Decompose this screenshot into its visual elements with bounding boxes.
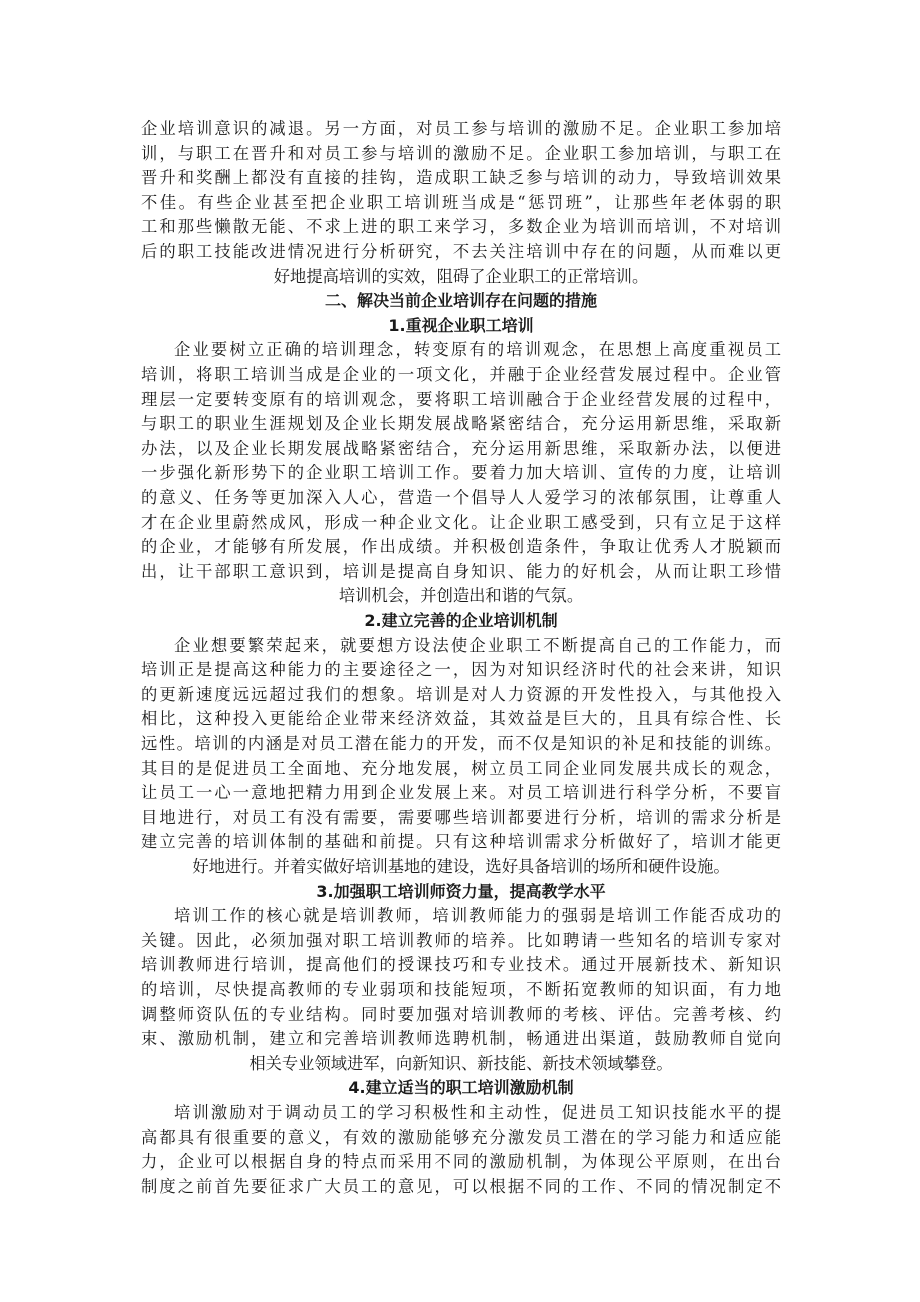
text-line: 培训机会，并创造出和谐的气氛。	[338, 586, 584, 606]
text-line: 与职工的职业生涯规划及企业长期发展战略紧密结合，充分运用新思维，采取新	[141, 414, 781, 434]
subsection-heading: 4.建立适当的职工培训激励机制	[348, 1078, 574, 1098]
text-line: 培训教师进行培训，提高他们的授课技巧和专业技术。通过开展新技术、新知识	[141, 955, 781, 975]
text-line: 不佳。有些企业甚至把企业职工培训班当成是“惩罚班”，让那些年老体弱的职	[141, 192, 781, 212]
text-line: 让员工一心一意地把精力用到企业发展上来。对员工培训进行科学分析，不要盲	[141, 783, 781, 803]
text-line: 工和那些懒散无能、不求上进的职工来学习，多数企业为培训而培训，不对培训	[141, 217, 781, 237]
text-line: 建立完善的培训体制的基础和前提。只有这种培训需求分析做好了，培训才能更	[141, 832, 781, 852]
text-line: 目地进行，对员工有没有需要，需要哪些培训都要进行分析，培训的需求分析是	[141, 807, 781, 827]
text-line: 好地提高培训的实效，阻碍了企业职工的正常培训。	[273, 266, 649, 286]
text-line: 企业培训意识的减退。另一方面，对员工参与培训的激励不足。企业职工参加培	[141, 119, 781, 138]
text-line: 办法，以及企业长期发展战略紧密结合，充分运用新思维，采取新办法，以便进	[141, 438, 781, 458]
text-line: 晋升和奖酬上都没有直接的挂钩，造成职工缺乏参与培训的动力，导致培训效果	[141, 168, 781, 188]
text-line: 的更新速度远远超过我们的想象。培训是对人力资源的开发性投入，与其他投入	[141, 684, 781, 704]
text-line: 的培训，尽快提高教师的专业弱项和技能短项，不断拓宽教师的知识面，有力地	[141, 980, 781, 999]
subsection-heading: 1.重视企业职工培训	[388, 315, 534, 335]
subsection-heading: 3.加强职工培训师资力量，提高教学水平	[316, 881, 606, 901]
text-line: 调整师资队伍的专业结构。同时要加强对培训教师的考核、评估。完善考核、约	[141, 1004, 781, 1024]
text-line: 训，与职工在晋升和对员工参与培训的激励不足。企业职工参加培训，与职工在	[141, 143, 781, 163]
text-line: 培训激励对于调动员工的学习积极性和主动性，促进员工知识技能水平的提	[174, 1103, 781, 1122]
text-line: 力，企业可以根据自身的特点而采用不同的激励机制，为体现公平原则，在出台	[141, 1152, 781, 1172]
text-line: 相比，这种投入更能给企业带来经济效益，其效益是巨大的，且具有综合性、长	[141, 709, 781, 729]
text-line: 制度之前首先要征求广大员工的意见，可以根据不同的工作、不同的情况制定不	[141, 1176, 781, 1196]
text-line: 关键。因此，必须加强对职工培训教师的培养。比如聘请一些知名的培训专家对	[141, 930, 781, 950]
text-line: 后的职工技能改进情况进行分析研究，不去关注培训中存在的问题，从而难以更	[141, 242, 781, 261]
section-heading: 二、解决当前企业培训存在问题的措施	[324, 291, 597, 311]
subsection-heading: 2.建立完善的企业培训机制	[364, 611, 558, 630]
text-line: 远性。培训的内涵是对员工潜在能力的开发，而不仅是知识的补足和技能的训练。	[141, 734, 781, 753]
text-line: 高都具有很重要的意义，有效的激励能够充分激发员工潜在的学习能力和适应能	[141, 1127, 781, 1147]
text-line: 培训正是提高这种能力的主要途径之一，因为对知识经济时代的社会来讲，知识	[141, 660, 781, 680]
text-line: 束、激励机制，建立和完善培训教师选聘机制，畅通进出渠道，鼓励教师自觉向	[141, 1029, 781, 1049]
text-line: 培训，将职工培训当成是企业的一项文化，并融于企业经营发展过程中。企业管	[141, 365, 781, 384]
text-line: 培训工作的核心就是培训教师，培训教师能力的强弱是培训工作能否成功的	[174, 906, 781, 926]
text-line: 其目的是促进员工全面地、充分地发展，树立员工同企业同发展共成长的观念，	[141, 758, 781, 778]
text-line: 的企业，才能够有所发展，作出成绩。并积极创造条件，争取让优秀人才脱颖而	[141, 537, 781, 557]
text-line: 企业想要繁荣起来，就要想方设法使企业职工不断提高自己的工作能力，而	[174, 635, 781, 655]
text-line: 好地进行。并着实做好培训基地的建设，选好具备培训的场所和硬件设施。	[192, 857, 730, 876]
text-line: 理层一定要转变原有的培训观念，要将职工培训融合于企业经营发展的过程中，	[141, 389, 781, 409]
text-line: 才在企业里蔚然成风，形成一种企业文化。让企业职工感受到，只有立足于这样	[141, 512, 781, 532]
text-line: 相关专业领域进军，向新知识、新技能、新技术领域攀登。	[249, 1053, 673, 1073]
text-line: 出，让干部职工意识到，培训是提高自身知识、能力的好机会，从而让职工珍惜	[141, 561, 781, 581]
text-line: 的意义、任务等更加深入人心，营造一个倡导人人爱学习的浓郁氛围，让尊重人	[141, 488, 781, 507]
text-line: 一步强化新形势下的企业职工培训工作。要着力加大培训、宣传的力度，让培训	[141, 463, 781, 483]
text-line: 企业要树立正确的培训理念，转变原有的培训观念，在思想上高度重视员工	[174, 340, 781, 360]
